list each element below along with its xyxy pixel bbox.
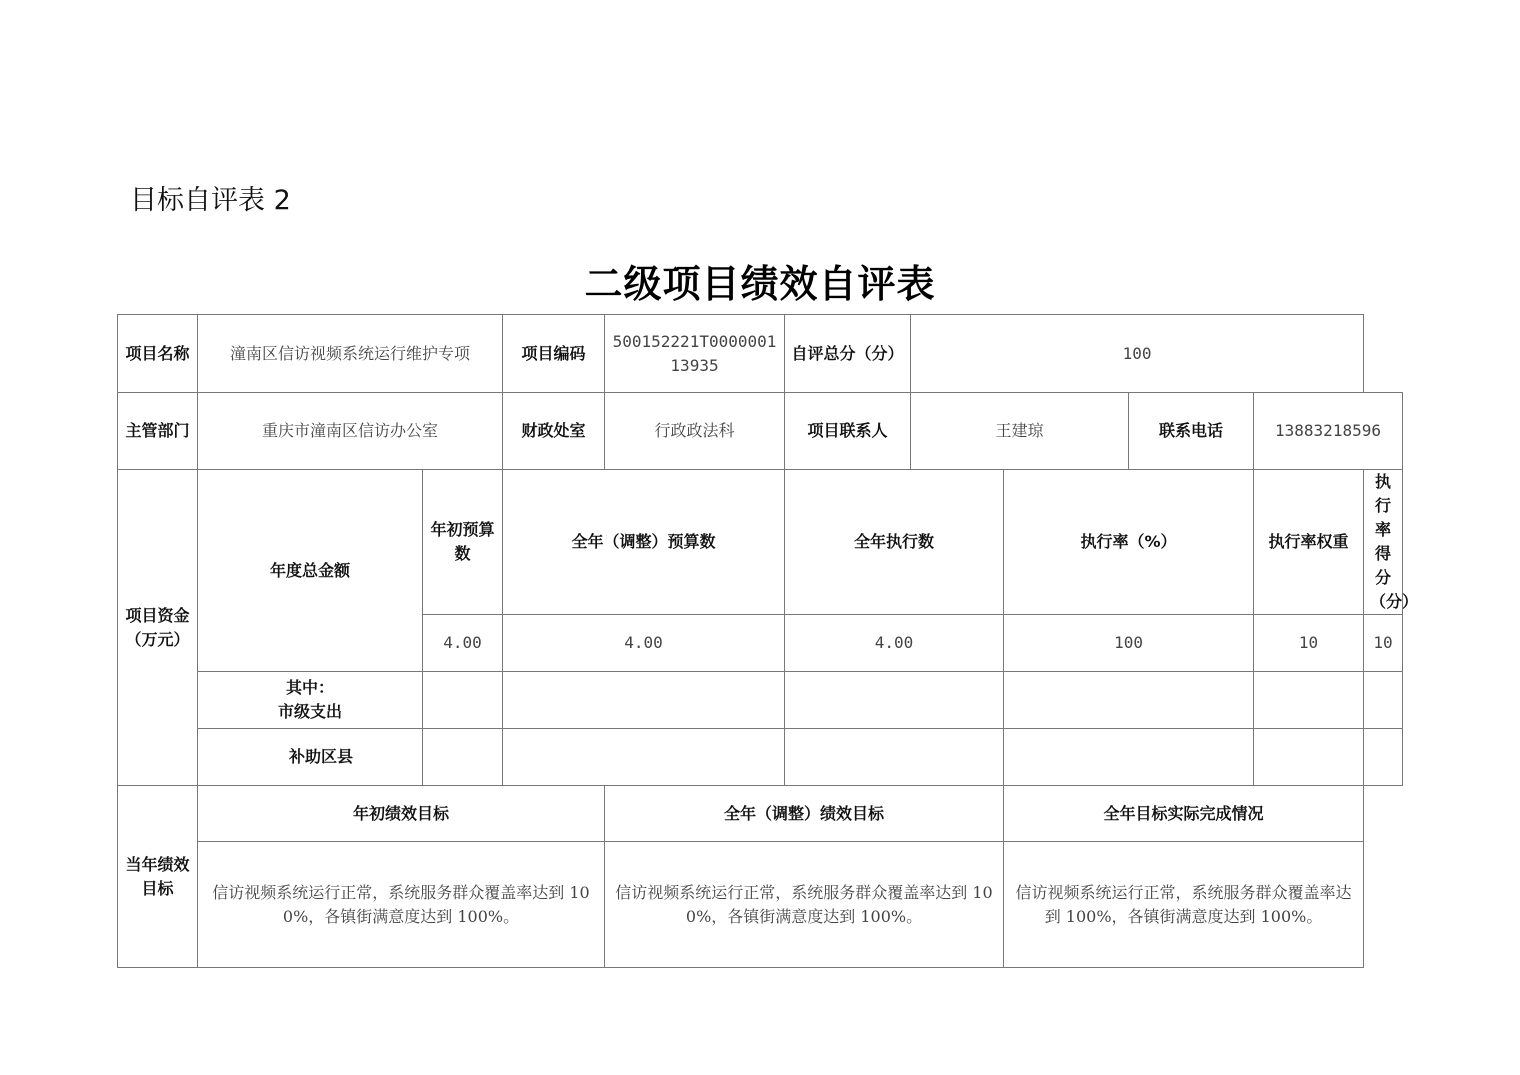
city-rate-cell — [1004, 672, 1254, 729]
city-adjusted-cell — [503, 672, 785, 729]
project-code-value: 500152221T000000113935 — [605, 315, 785, 393]
project-name-label: 项目名称 — [118, 315, 198, 393]
col-initial-goal: 年初绩效目标 — [198, 786, 605, 842]
col-executed: 全年执行数 — [785, 470, 1004, 615]
city-executed-cell — [785, 672, 1004, 729]
goals-content-row — [118, 842, 1403, 968]
city-expense-label — [198, 672, 423, 729]
dept-value: 重庆市潼南区信访办公室 — [198, 393, 503, 470]
evaluation-table — [117, 314, 1419, 968]
city-expense-row — [118, 672, 1403, 729]
annual-total-label: 年度总金额 — [198, 470, 423, 672]
phone-label: 联系电话 — [1129, 393, 1254, 470]
project-code-label: 项目编码 — [503, 315, 605, 393]
initial-goal-text: 信访视频系统运行正常，系统服务群众覆盖率达到 100%，各镇街满意度达到 100%。 — [198, 842, 605, 968]
rate-score-value: 10 — [1364, 615, 1403, 672]
city-initial-cell — [423, 672, 503, 729]
adjusted-goal-text: 信访视频系统运行正常，系统服务群众覆盖率达到 100%，各镇街满意度达到 100%。 — [605, 842, 1004, 968]
department-row — [118, 393, 1403, 470]
subsidy-rate-cell — [1004, 729, 1254, 786]
dept-label: 主管部门 — [118, 393, 198, 470]
self-score-label: 自评总分（分） — [785, 315, 911, 393]
finance-office-label: 财政处室 — [503, 393, 605, 470]
adjusted-budget-value: 4.00 — [503, 615, 785, 672]
form-title: 二级项目绩效自评表 — [584, 262, 936, 306]
col-actual-completion: 全年目标实际完成情况 — [1004, 786, 1364, 842]
col-rate-weight: 执行率权重 — [1254, 470, 1364, 615]
col-adjusted-goal: 全年（调整）绩效目标 — [605, 786, 1004, 842]
subsidy-adjusted-cell — [503, 729, 785, 786]
self-score-value: 100 — [911, 315, 1364, 393]
phone-value: 13883218596 — [1254, 393, 1403, 470]
finance-office-value: 行政政法科 — [605, 393, 785, 470]
annual-goals-label: 当年绩效目标 — [118, 786, 198, 968]
col-execution-rate: 执行率（%） — [1004, 470, 1254, 615]
actual-completion-text: 信访视频系统运行正常，系统服务群众覆盖率达到 100%，各镇街满意度达到 100%。 — [1004, 842, 1364, 968]
contact-value: 王建琼 — [911, 393, 1129, 470]
subsidy-weight-cell — [1254, 729, 1364, 786]
subsidy-score-cell — [1364, 729, 1403, 786]
subsidy-row — [118, 729, 1403, 786]
contact-label: 项目联系人 — [785, 393, 911, 470]
col-rate-score: 执行率得分（分） — [1364, 470, 1403, 615]
of-which-label: 其中： — [285, 678, 334, 697]
project-name-value: 潼南区信访视频系统运行维护专项 — [198, 315, 503, 393]
funds-header-row — [118, 470, 1403, 615]
subsidy-label: 补助区县 — [198, 729, 423, 786]
document-label: 目标自评表 2 — [130, 185, 291, 216]
city-score-cell — [1364, 672, 1403, 729]
goals-header-row — [118, 786, 1403, 842]
executed-value: 4.00 — [785, 615, 1004, 672]
subsidy-initial-cell — [423, 729, 503, 786]
city-weight-cell — [1254, 672, 1364, 729]
initial-budget-value: 4.00 — [423, 615, 503, 672]
funds-section-label: 项目资金（万元） — [118, 470, 198, 786]
col-initial-budget: 年初预算数 — [423, 470, 503, 615]
execution-rate-value: 100 — [1004, 615, 1254, 672]
rate-weight-value: 10 — [1254, 615, 1364, 672]
col-adjusted-budget: 全年（调整）预算数 — [503, 470, 785, 615]
project-info-row — [118, 315, 1403, 393]
subsidy-executed-cell — [785, 729, 1004, 786]
city-level-label: 市级支出 — [277, 702, 342, 721]
